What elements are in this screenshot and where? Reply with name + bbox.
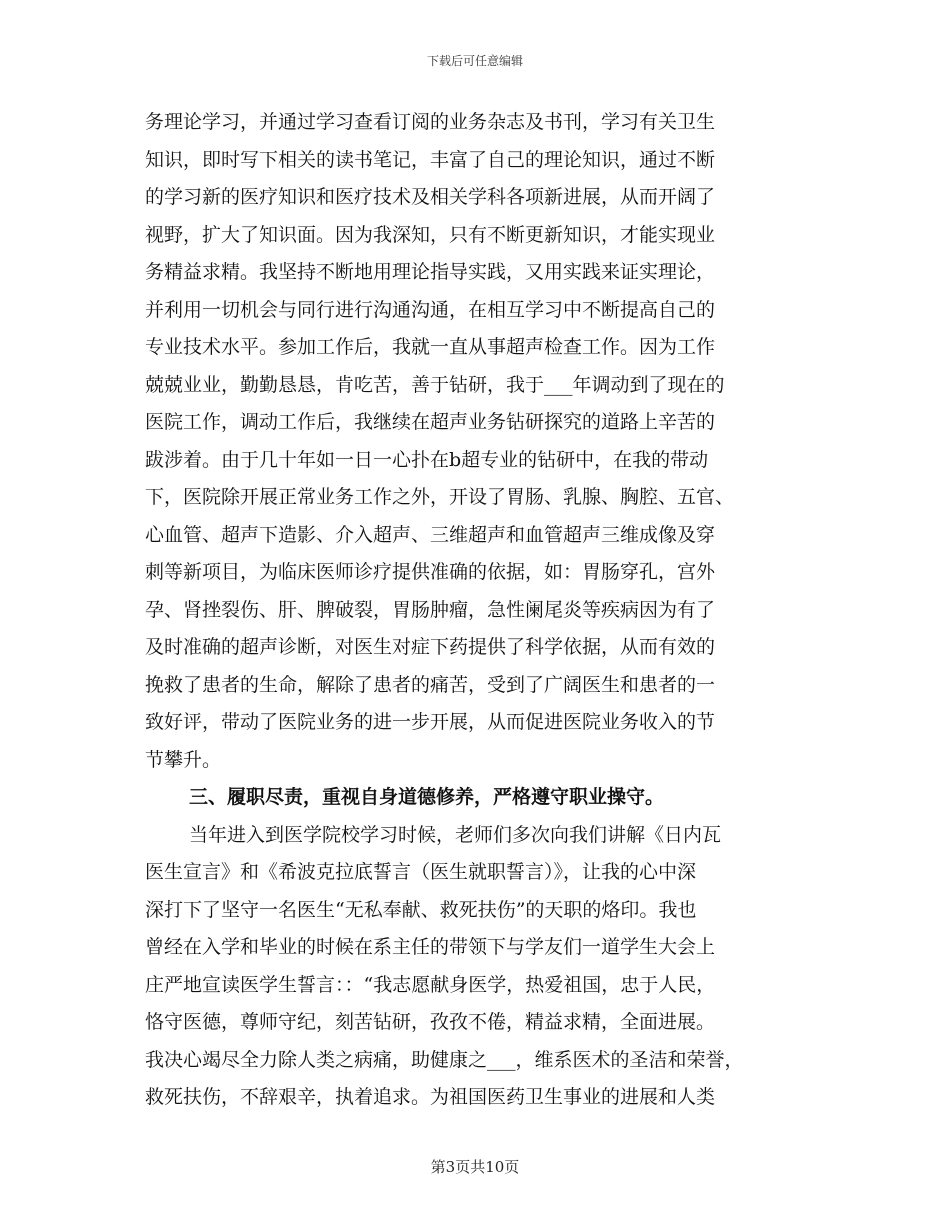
body-line: 孕、肾挫裂伤、肝、脾破裂，胃肠肿瘤，急性阑尾炎等疾病因为有了 — [145, 598, 716, 621]
body-line: 务精益求精。我坚持不断地用理论指导实践，又用实践来证实理论， — [145, 261, 716, 283]
section-heading: 三、履职尽责，重视自身道德修养，严格遵守职业操守。 — [189, 786, 665, 808]
body-line: 兢兢业业，勤勤恳恳，肯吃苦，善于钻研，我于___年调动到了现在的 — [145, 373, 725, 396]
page-header-note: 下载后可任意编辑 — [426, 54, 523, 68]
body-line: 并利用一切机会与同行进行沟通沟通，在相互学习中不断提高自己的 — [145, 298, 716, 321]
body-line: 视野，扩大了知识面。因为我深知，只有不断更新知识，才能实现业 — [145, 223, 716, 246]
section-line: 庄严地宣读医学生誓言：：“我志愿献身医学，热爱祖国，忠于人民， — [145, 973, 716, 996]
section-line: 恪守医德，尊师守纪，刻苦钻研，孜孜不倦，精益求精，全面进展。 — [145, 1011, 716, 1033]
body-line: 挽救了患者的生命，解除了患者的痛苦，受到了广阔医生和患者的一 — [145, 673, 716, 696]
body-line: 刺等新项目，为临床医师诊疗提供准确的依据，如：胃肠穿孔，宫外 — [145, 561, 716, 583]
body-line: 务理论学习，并通过学习查看订阅的业务杂志及书刊，学习有关卫生 — [145, 111, 716, 133]
body-line: 专业技术水平。参加工作后，我就一直从事超声检查工作。因为工作 — [145, 336, 716, 358]
section-line: 深打下了坚守一名医生“无私奉献、救死扶伤”的天职的烙印。我也 — [145, 898, 697, 921]
body-line: 心血管、超声下造影、介入超声、三维超声和血管超声三维成像及穿 — [145, 523, 716, 546]
body-line: 知识，即时写下相关的读书笔记，丰富了自己的理论知识，通过不断 — [145, 148, 716, 171]
body-line: 节攀升。 — [145, 748, 222, 771]
section-line: 医生宣言》和《希波克拉底誓言（医生就职誓言）》，让我的心中深 — [145, 861, 697, 883]
section-line: 我决心竭尽全力除人类之病痛，助健康之___，维系医术的圣洁和荣誉， — [145, 1048, 744, 1071]
body-line: 的学习新的医疗知识和医疗技术及相关学科各项新进展，从而开阔了 — [145, 186, 716, 208]
section-line: 救死扶伤，不辞艰辛，执着追求。为祖国医药卫生事业的进展和人类 — [145, 1086, 716, 1108]
body-line: 下，医院除开展正常业务工作之外，开设了胃肠、乳腺、胸腔、五官、 — [145, 486, 735, 508]
page-number: 第3页共10页 — [430, 1158, 520, 1176]
body-line: 及时准确的超声诊断，对医生对症下药提供了科学依据，从而有效的 — [145, 636, 716, 658]
body-line: 致好评，带动了医院业务的进一步开展，从而促进医院业务收入的节 — [145, 711, 716, 733]
body-line: 医院工作，调动工作后，我继续在超声业务钻研探究的道路上辛苦的 — [145, 411, 716, 433]
document-body — [145, 104, 810, 1117]
body-line: 跋涉着。由于几十年如一日一心扑在b超专业的钻研中，在我的带动 — [145, 448, 709, 471]
section-line: 曾经在入学和毕业的时候在系主任的带领下与学友们一道学生大会上 — [145, 936, 716, 958]
section-line: 当年进入到医学院校学习时候，老师们多次向我们讲解《日内瓦 — [189, 823, 722, 846]
